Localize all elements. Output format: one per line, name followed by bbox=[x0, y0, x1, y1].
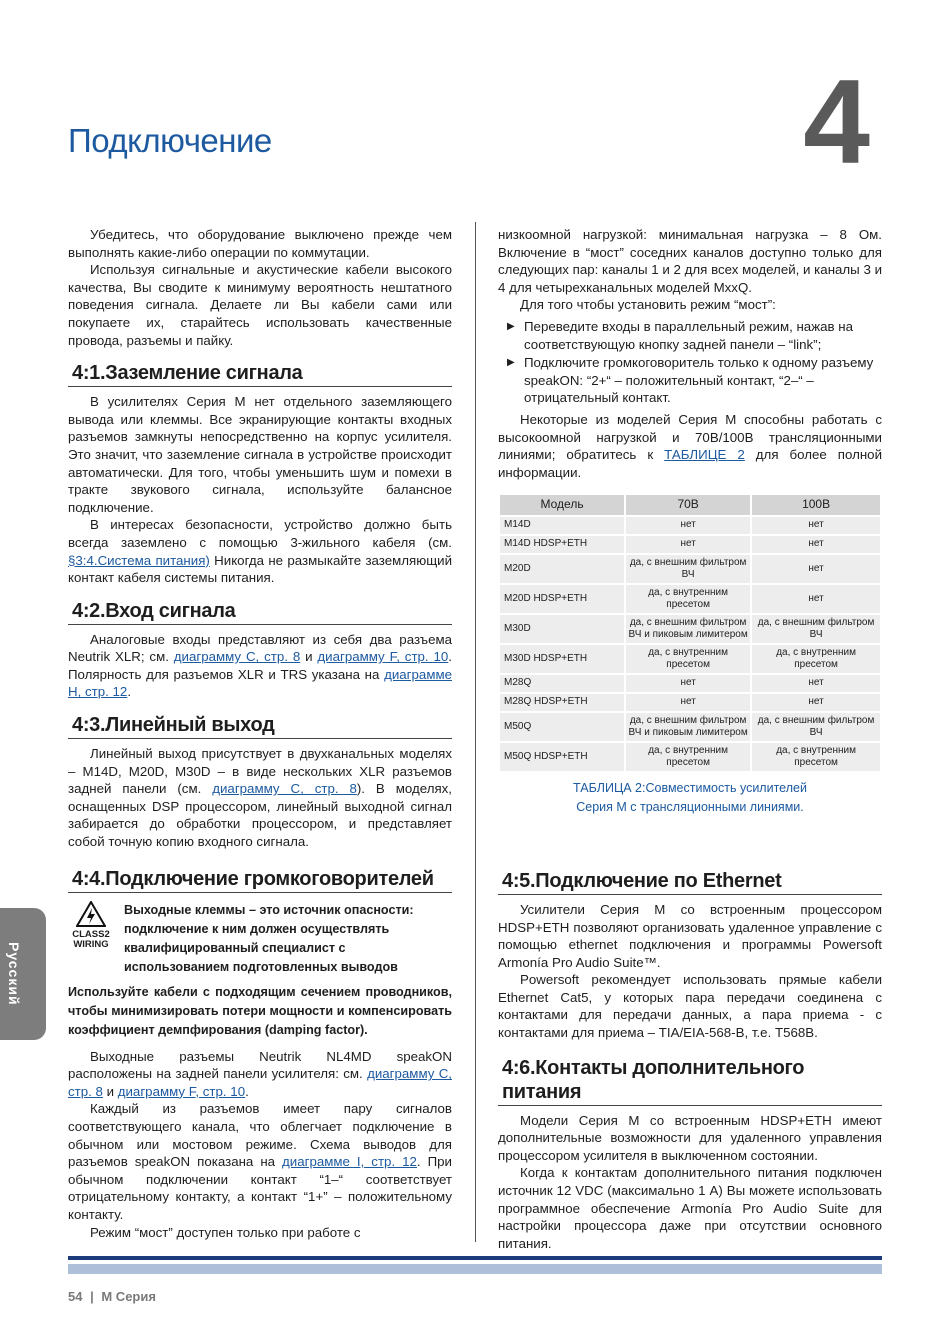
paragraph: В интересах безопасности, устройство должно быть всегда заземлено с помощью 3-жильного кабеля (см. §3:4.Система питания) Никогда не размыкайте заземляющий контакт кабеля системы питания. bbox=[68, 517, 453, 586]
value-cell: нет bbox=[752, 536, 880, 553]
paragraph: Для того чтобы установить режим “мост”: bbox=[520, 297, 776, 313]
model-cell: M20D HDSP+ETH bbox=[500, 585, 624, 613]
link-diagram-c[interactable]: диаграмму C, стр. 8 bbox=[68, 1066, 453, 1099]
value-cell: нет bbox=[752, 675, 880, 692]
table-row bbox=[500, 555, 880, 583]
section-heading-4-1: 4:1.Заземление сигнала bbox=[68, 361, 452, 387]
compatibility-table bbox=[498, 493, 882, 773]
table-caption: ТАБЛИЦА 2:Совместимость усилителей Серия М с трансляционными линиями. bbox=[573, 780, 807, 814]
cable-note: Используйте кабели с подходящим сечением проводников, чтобы минимизировать потери мощности и компенсировать коэффициент демпфирования (damping factor). bbox=[68, 984, 452, 1037]
paragraph: В усилителях Серия М нет отдельного заземляющего вывода или клеммы. Все экранирующие контакты входных разъемов замкнуты непосредственно на корпус усилителя. Это значит, что заземление сигнала в устройстве происходит автоматически. Для того, чтобы уменьшить шум и помехи в тракте звукового сигнала, используйте балансное подключение. bbox=[68, 394, 452, 515]
model-cell: M14D bbox=[500, 517, 624, 534]
warning-text: Выходные клеммы – это источник опасности: подключение к ним должен осуществлять квалифицированный специалист с использованием подготовленных выводов bbox=[124, 902, 414, 974]
section-heading-4-3: 4:3.Линейный выход bbox=[68, 713, 452, 739]
table-row bbox=[500, 615, 880, 643]
model-cell: M50Q bbox=[500, 713, 624, 741]
value-cell: нет bbox=[626, 536, 750, 553]
language-tab: Русский bbox=[0, 908, 46, 1040]
bridge-steps-list bbox=[498, 318, 882, 407]
paragraph: Линейный выход присутствует в двухканальных моделях – M14D, M20D, M30D – в виде нескольких XLR разъемов задней панели (см. диаграмму C, стр. 8). В моделях, оснащенных DSP процессором, линейный выходной сигнал забирается до обработки процессором, и представляет собой точную копию входного сигнала. bbox=[68, 746, 453, 850]
electric-hazard-icon: CLASS2 WIRING bbox=[68, 901, 114, 977]
page-footer: 54 | M Серия bbox=[68, 1289, 156, 1304]
value-cell: нет bbox=[752, 694, 880, 711]
value-cell: да, с внешним фильтром ВЧ bbox=[752, 713, 880, 741]
link-diagram-i[interactable]: диаграмме I, стр. 12 bbox=[282, 1154, 417, 1170]
value-cell: нет bbox=[626, 517, 750, 534]
warning-block bbox=[68, 901, 452, 977]
paragraph: низкоомной нагрузкой: минимальная нагрузка – 8 Ом. Включение в “мост” соседних каналов доступно только для следующих пар: каналы 1 и 2 для всех моделей, и каналы 3 и 4 для четырехканальных моделей MxxQ. bbox=[498, 227, 882, 295]
paragraph: Каждый из разъемов имеет пару сигналов соответствующего канала, что облегчает подключение в обычном или мостовом режиме. Схема выводов для разъемов speakON показана на диаграмме I, стр. 12. При обычном подключении контакт “1–“ соответствует отрицательному контакту, а контакт “1+” – положительному контакту. bbox=[68, 1101, 452, 1222]
column-divider bbox=[475, 222, 476, 1242]
footer-band bbox=[68, 1264, 882, 1274]
chapter-number: 4 bbox=[803, 55, 870, 189]
paragraph: Модели Серия М со встроенным HDSP+ETH имеют дополнительные возможности для удаленного управления процессором усилителя в выключенном состоянии. bbox=[498, 1112, 882, 1163]
value-cell: нет bbox=[752, 555, 880, 583]
link-diagram-f[interactable]: диаграмму F, стр. 10 bbox=[317, 649, 449, 665]
table-row bbox=[500, 645, 880, 673]
model-cell: M28Q HDSP+ETH bbox=[500, 694, 624, 711]
column-header: 100В bbox=[752, 495, 880, 515]
section-heading-4-6: 4:6.Контакты дополнительного питания bbox=[498, 1056, 882, 1106]
link-diagram-c[interactable]: диаграмму C, стр. 8 bbox=[173, 649, 301, 665]
paragraph: Когда к контактам дополнительного питания подключен источник 12 VDC (максимально 1 А) Вы можете использовать программное обеспечение Armonía Pro Audio Suite для настройки процессора даже при отсутствии основного питания. bbox=[498, 1165, 882, 1251]
value-cell: да, с внутренним пресетом bbox=[626, 585, 750, 613]
value-cell: да, с внешним фильтром ВЧ и пиковым лимитером bbox=[626, 615, 750, 643]
table-row bbox=[500, 585, 880, 613]
paragraph: Powersoft рекомендует использовать прямые кабели Ethernet Cat5, у которых пара передачи соединена с контактами для передачи данных, а пара приема - с контактами для приема – TIA/EIA-568-B, т.е. T568B. bbox=[498, 972, 882, 1041]
intro-paragraph: Убедитесь, что оборудование выключено прежде чем выполнять какие-либо операции по коммутации. bbox=[68, 227, 452, 260]
series-name: M Серия bbox=[101, 1289, 156, 1304]
value-cell: нет bbox=[626, 694, 750, 711]
footer-rule bbox=[68, 1256, 882, 1260]
table-row bbox=[500, 675, 880, 692]
value-cell: нет bbox=[752, 517, 880, 534]
paragraph: Усилители Серия М со встроенным процессором HDSP+ETH позволяют организовать удаленное управление с помощью ethernet подключения и программы Powersoft Armonía Pro Audio Suite™. bbox=[498, 901, 882, 970]
list-item: ▶ Подключите громкоговоритель только к одному разъему speakON: “2+“ – положительный контакт, “2–“ – отрицательный контакт. bbox=[498, 354, 882, 407]
chapter-title: Подключение bbox=[68, 122, 272, 159]
column-header: Модель bbox=[500, 495, 624, 515]
model-cell: M20D bbox=[500, 555, 624, 583]
paragraph: Режим “мост” доступен только при работе с bbox=[90, 1224, 361, 1240]
paragraph: Аналоговые входы представляют из себя два разъема Neutrik XLR; см. диаграмму C, стр. 8 и диаграмму F, стр. 10. Полярность для разъемов XLR и TRS указана на диаграмме H, стр. 12. bbox=[68, 631, 452, 700]
table-row bbox=[500, 713, 880, 741]
link-power-system[interactable]: §3:4.Система питания) bbox=[68, 552, 210, 568]
model-cell: M30D bbox=[500, 615, 624, 643]
value-cell: да, с внешним фильтром ВЧ и пиковым лимитером bbox=[626, 713, 750, 741]
section-heading-4-2: 4:2.Вход сигнала bbox=[68, 599, 452, 625]
model-cell: M30D HDSP+ETH bbox=[500, 645, 624, 673]
value-cell: да, с внешним фильтром ВЧ bbox=[626, 555, 750, 583]
paragraph: Выходные разъемы Neutrik NL4MD speakON расположены на задней панели усилителя: см. диаграмму C, стр. 8 и диаграмму F, стр. 10. bbox=[68, 1048, 453, 1099]
model-cell: M14D HDSP+ETH bbox=[500, 536, 624, 553]
table-row bbox=[500, 517, 880, 534]
link-diagram-h[interactable]: диаграмме H, стр. 12 bbox=[68, 666, 452, 700]
link-diagram-f[interactable]: диаграмму F, стр. 10 bbox=[117, 1083, 246, 1099]
model-cell: M28Q bbox=[500, 675, 624, 692]
value-cell: да, с внутренним пресетом bbox=[626, 743, 750, 771]
right-column bbox=[498, 226, 882, 1252]
value-cell: нет bbox=[626, 675, 750, 692]
model-cell: M50Q HDSP+ETH bbox=[500, 743, 624, 771]
column-header: 70В bbox=[626, 495, 750, 515]
section-heading-4-5: 4:5.Подключение по Ethernet bbox=[498, 869, 882, 895]
list-item: ▶ Переведите входы в параллельный режим, нажав на соответствующую кнопку задней панели – “link”; bbox=[498, 318, 882, 353]
value-cell: да, с внутренним пресетом bbox=[626, 645, 750, 673]
paragraph: Некоторые из моделей Серия М способны работать с высокоомной нагрузкой и 70В/100В трансляционными линиями; обратитесь к ТАБЛИЦЕ 2 для более полной информации. bbox=[498, 411, 882, 480]
table-row bbox=[500, 694, 880, 711]
table-row bbox=[500, 536, 880, 553]
value-cell: да, с внутренним пресетом bbox=[752, 645, 880, 673]
link-table-2[interactable]: ТАБЛИЦЕ 2 bbox=[664, 447, 745, 463]
section-heading-4-4: 4:4.Подключение громкоговорителей bbox=[68, 867, 452, 893]
page-number: 54 bbox=[68, 1289, 83, 1304]
value-cell: нет bbox=[752, 585, 880, 613]
value-cell: да, с внешним фильтром ВЧ bbox=[752, 615, 880, 643]
table-row bbox=[500, 743, 880, 771]
intro-paragraph: Используя сигнальные и акустические кабели высокого качества, Вы сводите к минимуму вероятность нештатного поведения сигнала. Делаете ли Вы кабели сами или покупаете их, старайтесь использовать качественные провода, разъемы и пайку. bbox=[68, 262, 452, 348]
table-header-row bbox=[500, 495, 880, 515]
value-cell: да, с внутренним пресетом bbox=[752, 743, 880, 771]
left-column bbox=[68, 226, 452, 1241]
link-diagram-c[interactable]: диаграмму C, стр. 8 bbox=[212, 781, 357, 797]
